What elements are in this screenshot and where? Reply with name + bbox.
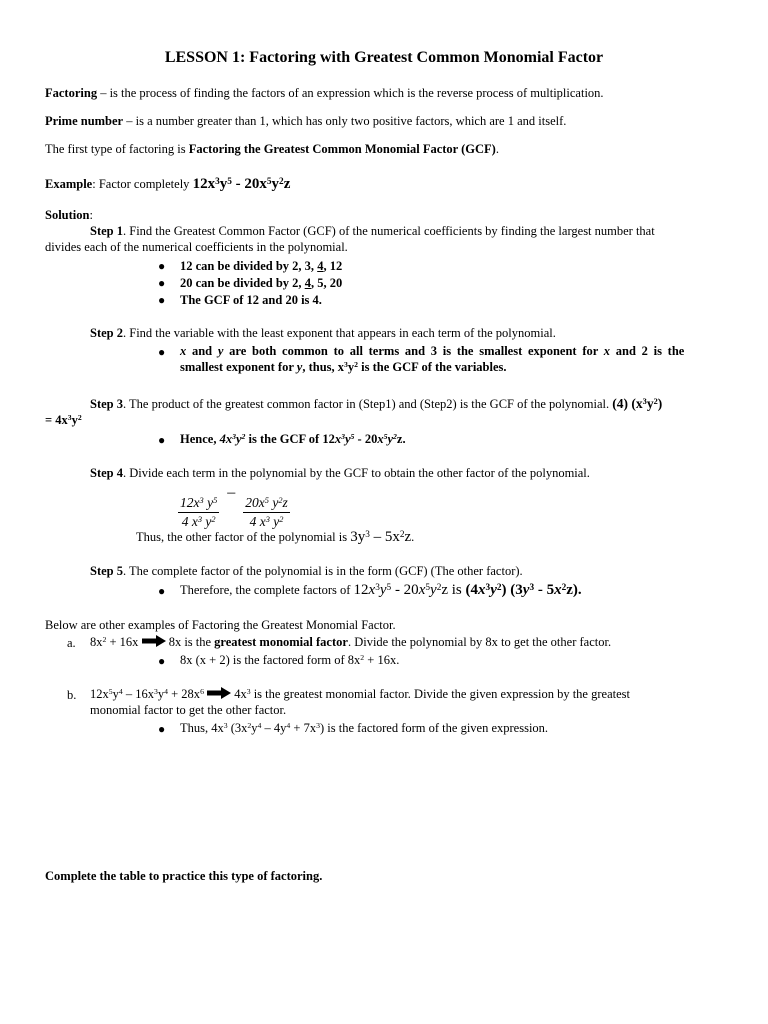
complete-factors: $(4x^3y^2)$ $(3y^3 - 5x^2z)$. [465, 582, 582, 598]
example-text: : Factor completely [92, 177, 193, 191]
example-a-line: $8x^2 + 16x$ 8x is the greatest monomial factor. Divide the polynomial by 8x to get the other factor. [90, 635, 612, 649]
factoring-text: – is the process of finding the factors of an expression which is the reverse process of multiplication. [100, 86, 604, 100]
bullet-icon: ● [158, 276, 166, 290]
step3-result: = $4x^3y^2$ [45, 413, 82, 427]
solution-label: Solution [45, 208, 90, 222]
step4-thus-text: Thus, the other factor of the polynomial is [136, 530, 351, 544]
step4-fraction-expression [178, 484, 290, 530]
step5-line [90, 564, 523, 579]
fraction-first-term [178, 495, 219, 530]
step3-line [90, 396, 662, 412]
example-b-line2: monomial factor to get the other factor. [90, 703, 287, 717]
example-a-label: a. [67, 636, 76, 650]
right-arrow-icon [207, 687, 231, 699]
step3-b-mid: is the GCF of [245, 432, 323, 446]
example-a-post: . Divide the polynomial by 8x to get the other factor. [347, 635, 612, 649]
factoring-term: Factoring [45, 86, 98, 100]
step2-label: Step 2 [90, 326, 123, 340]
gcf-intro-text: The first type of factoring is [45, 142, 189, 156]
step3-label: Step 3 [90, 397, 123, 411]
example-a-bullet-text: 8x (x + 2) is the factored form of [180, 653, 348, 667]
step1-text: . Find the Greatest Common Factor (GCF) of the numerical coefficients by finding the largest number that [123, 224, 655, 238]
example-a-bold: greatest monomial factor [214, 635, 348, 649]
step1-bullet1 [180, 259, 342, 274]
step5-bullet [180, 583, 582, 598]
step5-is: is [448, 582, 466, 598]
practice-instruction: Complete the table to practice this type of factoring. [45, 869, 323, 883]
step2-text: . Find the variable with the least exponent that appears in each term of the polynomial. [123, 326, 556, 340]
solution-line: Solution: [45, 208, 93, 222]
prime-definition [45, 114, 566, 129]
example-b-text: is the greatest monomial factor. Divide the given expression by the greatest [250, 687, 630, 701]
fraction-denominator: 4 $x^3$ $y^2$ [249, 514, 284, 529]
prime-term: Prime number [45, 114, 124, 128]
gcf-intro [45, 142, 499, 157]
minus-sign: – [227, 484, 236, 501]
step5-b-pre: Therefore, the complete factors of [180, 583, 354, 597]
step4-line [90, 466, 590, 481]
example-line [45, 177, 290, 192]
prime-text: – is a number greater than 1, which has only two positive factors, which are 1 and itself. [126, 114, 567, 128]
polynomial: $12x^3y^5 - 20x^5y^2z$ [353, 582, 449, 598]
bullet-icon: ● [158, 654, 166, 668]
fraction-numerator: $20x^5$ $y^2z$ [243, 495, 290, 513]
example-b-bullet-post: is the factored form of the given expression. [324, 721, 549, 735]
example-a-pre: is the [181, 635, 215, 649]
step1-line [90, 224, 655, 239]
step3-b-pre: Hence, [180, 432, 220, 446]
step2-line [90, 326, 556, 341]
fraction-numerator: $12x^3$ $y^5$ [178, 495, 219, 513]
example-b-bullet-pre: Thus, [180, 721, 212, 735]
other-examples-intro: Below are other examples of Factoring the Greatest Monomial Factor. [45, 618, 396, 632]
step5-text: . The complete factor of the polynomial is in the form (GCF) (The other factor). [123, 564, 523, 578]
bullet-icon: ● [158, 584, 166, 598]
bullet-icon: ● [158, 433, 166, 447]
step3-bullet: Hence, $4x^3y^2$ is the GCF of $12x^3y^5 - 20x^5y^2z$. [180, 432, 406, 446]
right-arrow-icon [142, 635, 166, 647]
step1-bullet3: The GCF of 12 and 20 is 4. [180, 293, 322, 307]
bullet-icon: ● [158, 259, 166, 273]
step1-bullet2 [180, 276, 342, 291]
step4-text: . Divide each term in the polynomial by the GCF to obtain the other factor of the polynomial. [123, 466, 590, 480]
step4-thus: Thus, the other factor of the polynomial is $3y^3 - 5x^2z$. [136, 529, 415, 545]
step1-b2-end: , 5, 20 [310, 276, 343, 290]
step2-b-pre: smallest exponent for [180, 360, 297, 374]
step2-bullet-line2: smallest exponent for y, thus, $x^3y^2$ is the GCF of the variables. [180, 360, 507, 374]
step3-product: (4) $(x^3y^2)$ [612, 396, 663, 411]
bullet-icon: ● [158, 722, 166, 736]
other-factor: $3y^3 - 5x^2z$ [350, 529, 412, 545]
gcf-intro-bold: Factoring the Greatest Common Monomial Factor (GCF) [188, 142, 496, 156]
step2-b-post: is the GCF of the variables. [358, 360, 507, 374]
step1-b2-text: 20 can be divided by 2, [180, 276, 305, 290]
fraction-second-term [243, 495, 290, 530]
bullet-icon: ● [158, 345, 166, 359]
step1-b2-underlined: 4 [304, 276, 311, 290]
step4-label: Step 4 [90, 466, 123, 480]
gcf-intro-period: . [495, 142, 499, 156]
example-b-line: $12x^5y^4 - 16x^3y^4 + 28x^6$ $4x^3$ is the greatest monomial factor. Divide the given expression by the greatest [90, 687, 630, 701]
example-label: Example [45, 177, 93, 191]
example-a-bullet: 8x (x + 2) is the factored form of $8x^2 + 16x$. [180, 653, 400, 667]
step1-label: Step 1 [90, 224, 123, 238]
example-expression: $12x^3y^5 - 20x^5y^2z$ [192, 176, 291, 192]
step5-label: Step 5 [90, 564, 123, 578]
page-title: LESSON 1: Factoring with Greatest Common Monomial Factor [164, 49, 604, 66]
example-b-bullet: Thus, $4x^3$ $(3x^2y^4 - 4y^4 + 7x^3)$ is the factored form of the given expression. [180, 721, 549, 735]
step2-bullet-line1: x and y are both common to all terms and 3 is the smallest exponent for x and 2 is the [180, 344, 685, 358]
step1-b1-underlined: 4 [317, 259, 324, 273]
step3-text: . The product of the greatest common factor in (Step1) and (Step2) is the GCF of the polynomial. [123, 397, 613, 411]
example-b-label: b. [67, 688, 77, 702]
fraction-denominator: 4 $x^3$ $y^2$ [181, 514, 216, 529]
bullet-icon: ● [158, 293, 166, 307]
step1-line2: divides each of the numerical coefficients in the polynomial. [45, 240, 348, 254]
step1-b1-end: , 12 [323, 259, 343, 273]
factoring-definition [45, 86, 604, 101]
step1-b1-text: 12 can be divided by 2, 3, [180, 259, 318, 273]
